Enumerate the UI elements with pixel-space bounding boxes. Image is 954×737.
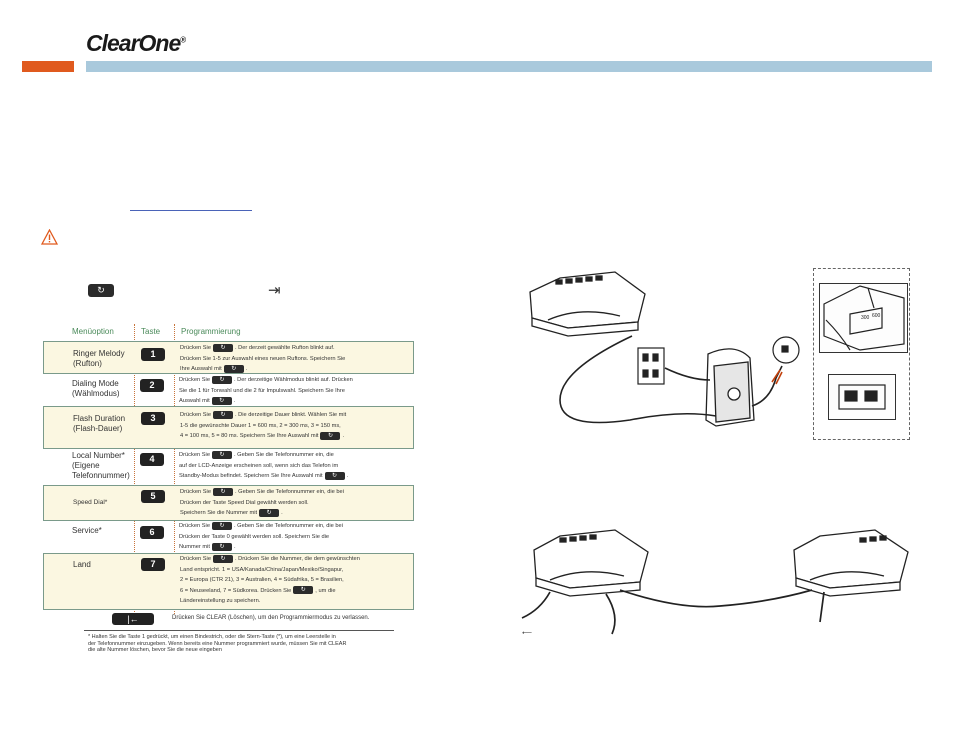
footnote: * Halten Sie die Taste 1 gedrückt, um einen Bindestrich, oder die Stern-Taste (*), um eine Leerstelle in der Telefonnummer einzugeben. Wenn bereits eine Nummer programmiert wurde, müssen Sie mit CLEAR die alte Nummer löschen, bevor Sie die neue eingeben [88,634,347,653]
phone-setup-illustration [520,270,810,440]
direction-arrow-icon: ⟵ [522,630,533,637]
menu-option-label: Speed Dial* [73,499,108,506]
key-2-icon: 2 [140,379,164,392]
key-7-icon: 7 [141,558,165,571]
jack-detail-inset [828,374,896,420]
key-3-icon: 3 [141,412,165,425]
table-row [43,485,414,521]
table-row [43,374,414,406]
key-5-icon: 5 [141,490,165,503]
program-key-icon: ↻ [259,509,279,517]
switch-label: 600 [872,313,881,319]
linked-phones-illustration [520,526,932,638]
enter-arrow-icon: ⇥ [268,282,281,299]
header-accent-blue [86,61,932,72]
table-row [43,406,414,449]
header-accent-orange [22,61,74,72]
header-key: Taste [141,327,161,336]
connector-detail-inset [819,283,908,353]
program-key-icon: ↻ [212,451,232,459]
hyperlink-underline[interactable] [130,210,252,211]
program-key-icon: ↻ [213,488,233,496]
clear-instruction: Drücken Sie CLEAR (Löschen), um den Programmiermodus zu verlassen. [172,615,370,621]
program-key-icon: ↻ [212,376,232,384]
program-key-icon: ↻ [320,432,340,440]
program-key-icon: ↻ [213,555,233,563]
warning-icon [41,229,58,245]
clearone-logo: ClearOne® [86,30,186,56]
program-key-icon: ↻ [212,522,232,530]
programming-text: Drücken Sie ↻ . Der derzeitige Wählmodus blinkt auf. Drücken Sie die 1 für Tonwahl und die 2 für Impulswahl. Speichern Sie Ihre Auswahl mit ↻ . [179,376,353,404]
program-key-icon: ↻ [213,344,233,352]
program-key-icon: ↻ [293,586,313,594]
menu-option-label: Service* [72,526,102,535]
table-row [43,521,414,553]
jack-detail-drawing [829,375,895,419]
programming-text: Drücken Sie ↻ . Die derzeitige Dauer blinkt. Wählen Sie mit 1-5 die gewünschte Dauer 1 = 600 ms, 2 = 300 ms, 3 = 150 ms, 4 = 100 ms, 5 = 80 ms. Speichern Sie Ihre Auswahl mit ↻ . [180,411,347,439]
programming-text: Drücken Sie ↻ . Geben Sie die Telefonnummer ein, die bei Drücken der Taste Speed Dial gewählt werden soll. Speichern Sie die Nummer mit ↻ . [180,488,344,516]
divider [84,630,394,631]
table-row [43,341,414,374]
menu-option-label: Local Number* (Eigene Telefonnummer) [72,451,130,480]
menu-option-label: Dialing Mode (Wählmodus) [72,379,120,398]
programming-text: Drücken Sie ↻ . Geben Sie die Telefonnummer ein, die auf der LCD-Anzeige erscheinen soll, wenn sich das Telefon im Standby-Modus befindet. Speichern Sie Ihre Auswahl mit ↻ . [179,451,349,479]
header-menu-option: Menüoption [72,327,114,336]
program-key-icon: ↻ [212,543,232,551]
key-1-icon: 1 [141,348,165,361]
table-row [43,449,414,485]
switch-label: 300 [861,315,870,321]
programming-text: Drücken Sie ↻ . Der derzeit gewählte Rufton blinkt auf. Drücken Sie 1-5 zur Auswahl eines neuen Ruftons. Speichern Sie Ihre Auswahl mit ↻ . [180,344,346,372]
key-6-icon: 6 [140,526,164,539]
clear-key-icon: |← [112,613,154,625]
programming-text: Drücken Sie ↻ . Geben Sie die Telefonnummer ein, die bei Drücken der Taste 0 gewählt werden soll. Speichern Sie die Nummer mit ↻ . [179,522,343,550]
program-key-icon: ↻ [325,472,345,480]
programming-text: Drücken Sie ↻ . Drücken Sie die Nummer, die dem gewünschten Land entspricht. 1 = USA/Kanada/China/Japan/Mexiko/Singapur, 2 = Europa (CTR 21), 3 = Australien, 4 = Südafrika, 5 = Brasilien, 6 = Neuseeland, 7 = Südkorea. Drücken Sie ↻ , um die Ländereinstellung zu speichern. [180,555,360,604]
key-4-icon: 4 [140,453,164,466]
menu-option-label: Flash Duration (Flash-Dauer) [73,414,126,433]
program-key-icon: ↻ [213,411,233,419]
program-key-icon: ↻ [88,284,114,297]
program-key-icon: ↻ [212,397,232,405]
menu-option-label: Land [73,560,91,569]
table-row [43,553,414,610]
program-key-icon: ↻ [224,365,244,373]
menu-option-label: Ringer Melody (Rufton) [73,349,125,368]
header-programming: Programmierung [181,327,241,336]
